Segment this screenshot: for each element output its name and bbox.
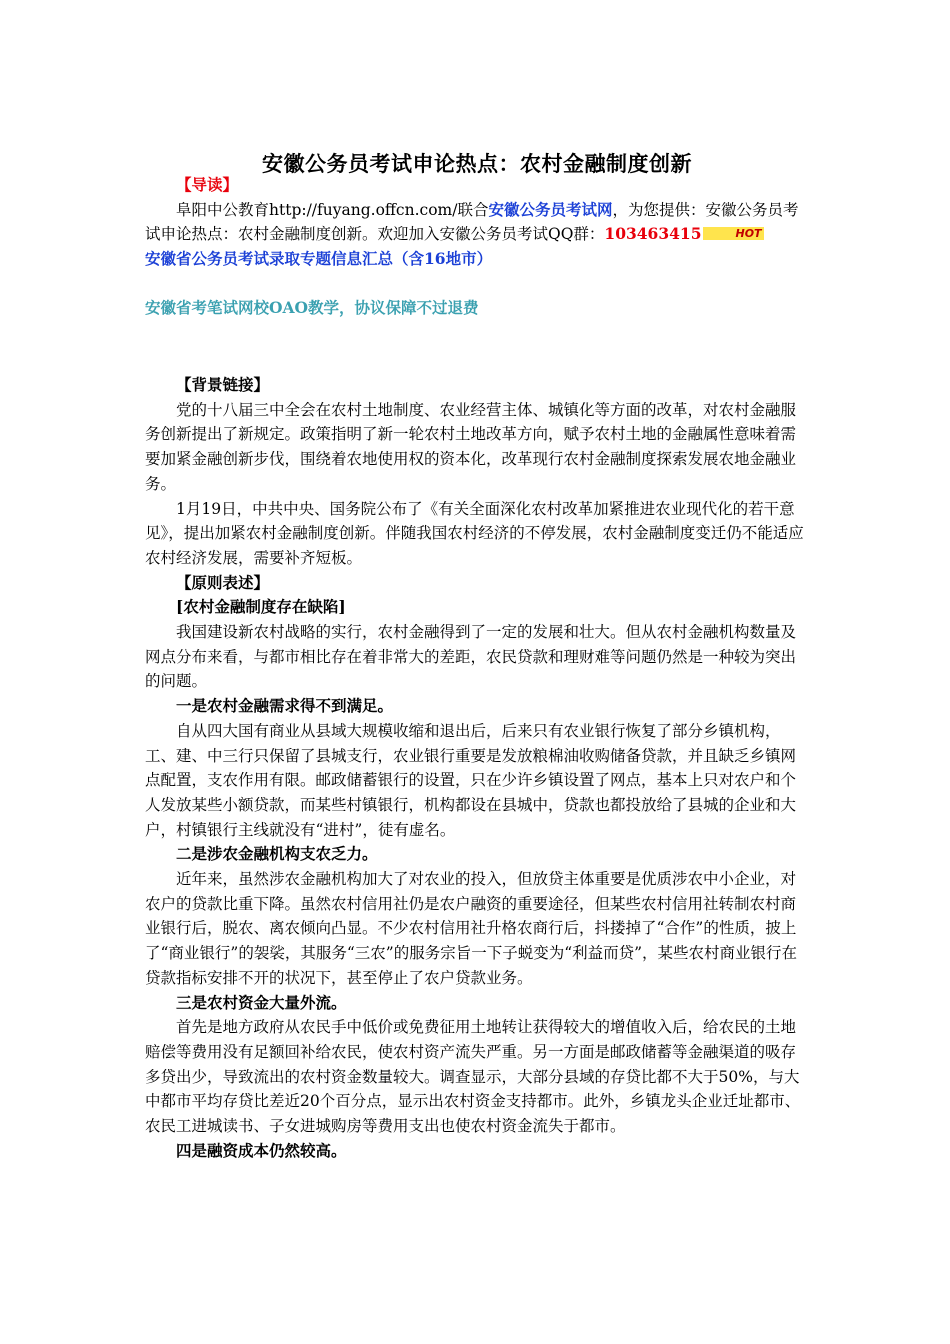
point-2-text: 近年来，虽然涉农金融机构加大了对农业的投入，但放贷主体重要是优质涉农中小企业，对农户的贷款比重下降。虽然农村信用社仍是农户融资的重要途径，但某些农村信用社转制农村商业银行后，脱农、离农倾向凸显。不少农村信用社升格农商行后，抖搂掉了“合作”的性质，披上了“商业银行”的袈裟，其服务“三农”的服务宗旨一下子蜕变为“利益而贷”，某些农村商业银行在贷款指标安排不开的状况下，甚至停止了农户贷款业务。 (145, 870, 798, 987)
principle-subheading: [农村金融制度存在缺陷] (176, 597, 346, 617)
page-title: 安徽公务员考试申论热点：农村金融制度创新 (262, 151, 692, 176)
background-section (145, 373, 809, 1164)
exam-info-link[interactable]: 安徽省公务员考试录取专题信息汇总（含16地市） (145, 249, 493, 269)
point-1-heading: 一是农村金融需求得不到满足。 (176, 696, 394, 716)
principle-heading: 【原则表述】 (176, 572, 270, 592)
intro-section (145, 173, 809, 321)
background-heading: 【背景链接】 (176, 375, 270, 394)
principle-para-1: 我国建设新农村战略的实行，农村金融得到了一定的发展和壮大。但从农村金融机构数量及网点分布来看，与都市相比存在着非常大的差距，农民贷款和理财难等问题仍然是一种较为突出的问题。 (145, 623, 797, 691)
point-3-heading: 三是农村资金大量外流。 (176, 992, 347, 1012)
point-3-text: 首先是地方政府从农民手中低价或免费征用土地转让获得较大的增值收入后，给农民的土地赔偿等费用没有足额回补给农民，使农村资产流失严重。另一方面是邮政储蓄等金融渠道的吸存多贷出少，导致流出的农村资金数量较大。调查显示，大部分县域的存贷比都不大于50%，与大中都市平均存贷比差近20个百分点，显示出农村资金支持都市。此外，乡镇龙头企业迁址都市、农民工进城读书、子女进城购房等费用支出也使农村资金流失于都市。 (145, 1018, 801, 1136)
point-2-heading: 二是涉农金融机构支农乏力。 (176, 844, 378, 864)
intro-text: 阜阳中公教育http://fuyang.offcn.com/联合安徽公务员考试网，为您提供：安徽公务员考试申论热点：农村金融制度创新。欢迎加入安徽公务员考试QQ群：103463415 HOT (145, 199, 799, 244)
qq-number: 103463415 (604, 224, 702, 244)
background-para-1: 党的十八届三中全会在农村土地制度、农业经营主体、城镇化等方面的改革，对农村金融服务创新提出了新规定。政策指明了新一轮农村土地改革方向，赋予农村土地的金融属性意味着需要加紧金融创新步伐，围绕着农地使用权的资本化，改革现行农村金融制度探索发展农地金融业务。 (145, 400, 797, 493)
background-para-2: 1月19日，中共中央、国务院公布了《有关全面深化农村改革加紧推进农业现代化的若干意见》，提出加紧农村金融制度创新。伴随我国农村经济的不停发展，农村金融制度变迁仍不能适应农村经济发展，需要补齐短板。 (145, 499, 804, 567)
online-course-link[interactable]: 安徽省考笔试网校OAO教学，协议保障不过退费 (145, 297, 479, 317)
point-4-heading: 四是融资成本仍然较高。 (176, 1140, 347, 1160)
site-link[interactable]: 安徽公务员考试网 (488, 199, 613, 219)
intro-label: 【导读】 (176, 175, 239, 194)
point-1-text: 自从四大国有商业从县域大规模收缩和退出后，后来只有农业银行恢复了部分乡镇机构，工、建、中三行只保留了县城支行，农业银行重要是发放粮棉油收购储备贷款，并且缺乏乡镇网点配置，支农作用有限。邮政储蓄银行的设置，只在少许乡镇设置了网点，基本上只对农户和个人发放某些小额贷款，而某些村镇银行，机构都设在县城中，贷款也都投放给了县城的企业和大户，村镇银行主线就没有“进村”，徒有虚名。 (145, 721, 797, 839)
hot-badge-icon: HOT (703, 227, 764, 240)
